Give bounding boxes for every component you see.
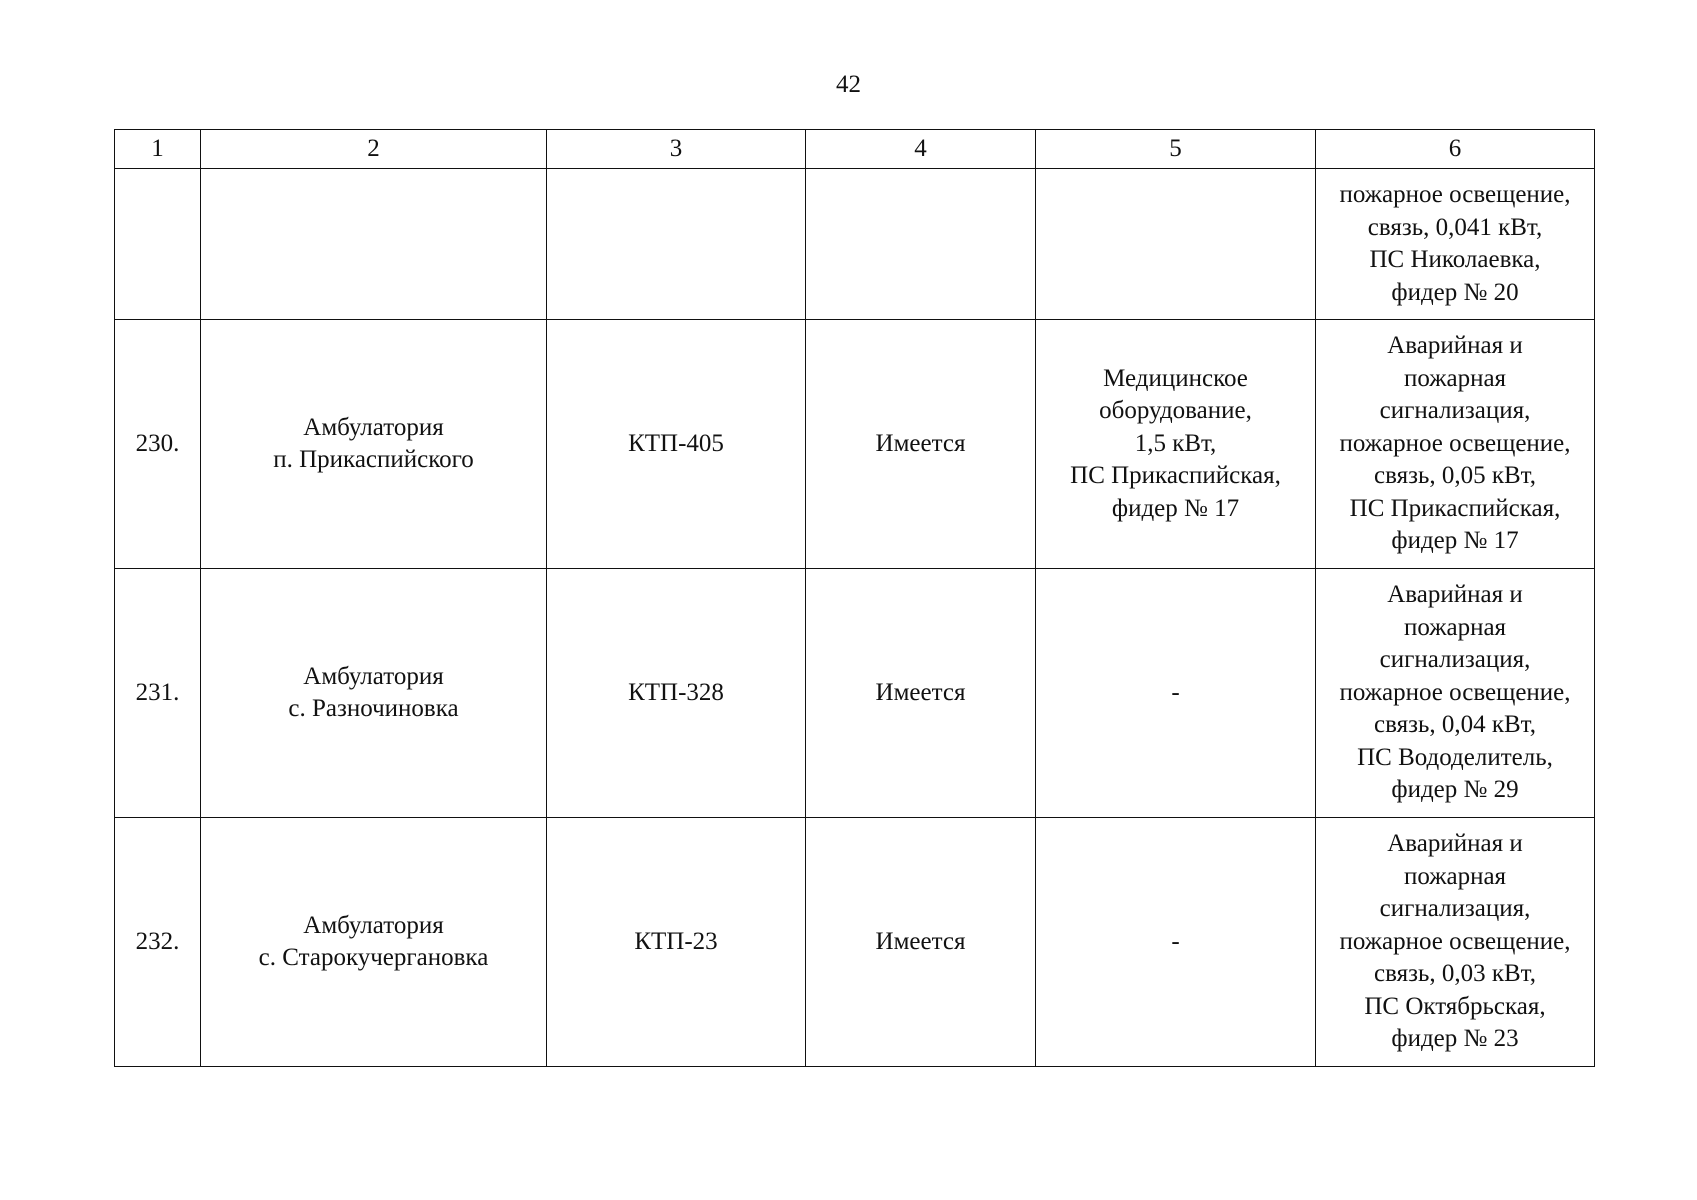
safety-load-cell: Аварийная и пожарная сигнализация, пожарное освещение, связь, 0,05 кВт, ПС Прикаспийская, фидер № 17 <box>1316 320 1595 569</box>
substation-cell: КТП-405 <box>547 320 806 569</box>
table-cell <box>806 169 1036 320</box>
facility-name-cell: Амбулатория п. Прикаспийского <box>201 320 547 569</box>
substation-cell: КТП-328 <box>547 569 806 818</box>
safety-load-cell: пожарное освещение, связь, 0,041 кВт, ПС Николаевка, фидер № 20 <box>1316 169 1595 320</box>
reserve-cell: Имеется <box>806 818 1036 1067</box>
reserve-cell: Имеется <box>806 569 1036 818</box>
column-number-cell: 4 <box>806 130 1036 169</box>
table-row <box>115 569 1595 818</box>
column-number-cell: 5 <box>1036 130 1316 169</box>
table-cell <box>547 169 806 320</box>
row-number-cell: 231. <box>115 569 201 818</box>
substation-cell: КТП-23 <box>547 818 806 1067</box>
equipment-load-cell: Медицинское оборудование, 1,5 кВт, ПС Прикаспийская, фидер № 17 <box>1036 320 1316 569</box>
table-row <box>115 818 1595 1067</box>
continuation-row <box>115 169 1595 320</box>
reserve-cell: Имеется <box>806 320 1036 569</box>
equipment-load-cell: - <box>1036 818 1316 1067</box>
table-cell <box>201 169 547 320</box>
facility-name-cell: Амбулатория с. Старокучергановка <box>201 818 547 1067</box>
table-cell <box>1036 169 1316 320</box>
table-cell <box>115 169 201 320</box>
column-number-cell: 2 <box>201 130 547 169</box>
safety-load-cell: Аварийная и пожарная сигнализация, пожарное освещение, связь, 0,04 кВт, ПС Вододелитель, фидер № 29 <box>1316 569 1595 818</box>
data-table <box>114 129 1595 1067</box>
column-number-cell: 3 <box>547 130 806 169</box>
page-number: 42 <box>836 71 861 98</box>
equipment-load-cell: - <box>1036 569 1316 818</box>
safety-load-cell: Аварийная и пожарная сигнализация, пожарное освещение, связь, 0,03 кВт, ПС Октябрьская, фидер № 23 <box>1316 818 1595 1067</box>
row-number-cell: 232. <box>115 818 201 1067</box>
column-number-cell: 1 <box>115 130 201 169</box>
column-number-cell: 6 <box>1316 130 1595 169</box>
row-number-cell: 230. <box>115 320 201 569</box>
table-row <box>115 320 1595 569</box>
facility-name-cell: Амбулатория с. Разночиновка <box>201 569 547 818</box>
column-number-row <box>115 130 1595 169</box>
